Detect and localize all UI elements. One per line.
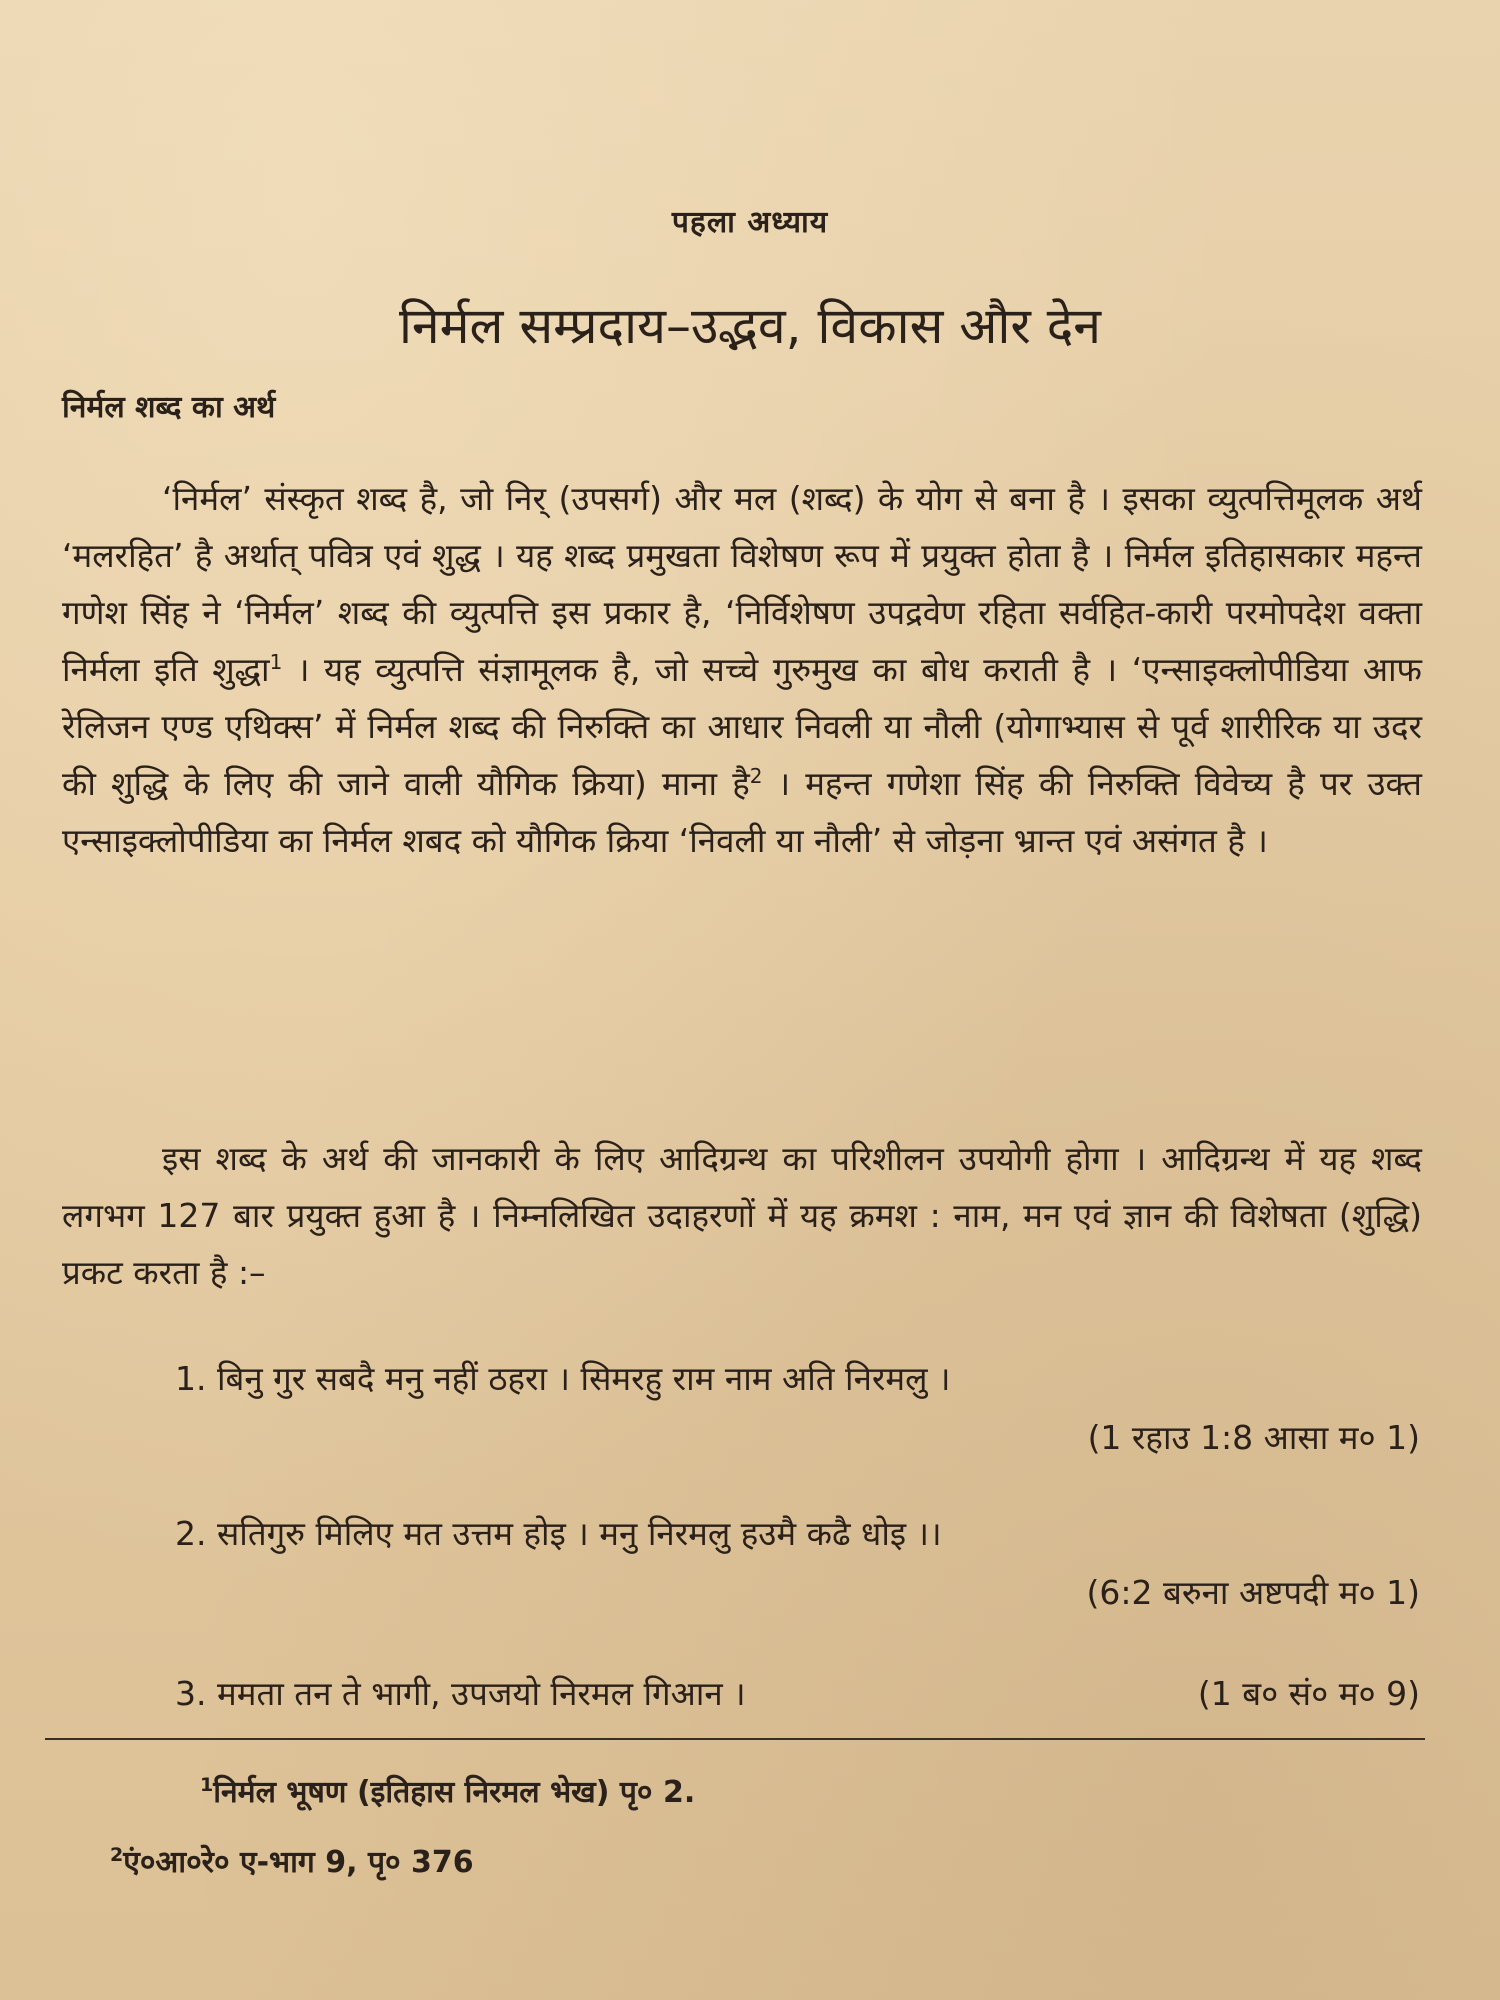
footnote-text: एं०आ०रे० ए-भाग 9, पृ० 376 — [123, 1845, 474, 1880]
footnote-divider — [45, 1738, 1425, 1740]
footnote-ref-2: 2 — [749, 764, 763, 788]
quote-reference: (1 ब० सं० म० 9) — [1197, 1674, 1420, 1713]
paragraph-1 — [62, 470, 1422, 869]
footnote-ref-1: 1 — [269, 650, 283, 674]
quote-reference: (1 रहाउ 1:8 आसा म० 1) — [1087, 1418, 1420, 1457]
quote-line: 3. ममता तन ते भागी, उपजयो निरमल गिआन । — [175, 1674, 746, 1713]
quote-3 — [175, 1670, 1420, 1715]
paragraph-2: इस शब्द के अर्थ की जानकारी के लिए आदिग्रन्थ का परिशीलन उपयोगी होगा । आदिग्रन्थ में यह शब्द लगभग 127 बार प्रयुक्त हुआ है । निम्नलिखित उदाहरणों में यह क्रमश : नाम, मन एवं ज्ञान की विशेषता (शुद्धि) प्रकट करता है :– — [62, 1139, 1422, 1292]
paragraph-1-text-b: । यह व्युत्पत्ति संज्ञामूलक है, जो सच्चे गुरुमुख का बोध कराती है । ‘एन्साइक्लोपीडिया आफ रेलिजन एण्ड एथिक्स’ में निर्मल शब्द की निरुक्ति का आधार निवली या नौली (योगाभ्यास से पूर्व शारीरिक या उदर की शुद्धि के लिए की जाने वाली यौगिक क्रिया) माना है — [62, 650, 1422, 803]
footnote-mark: 2 — [110, 1844, 124, 1866]
chapter-title: निर्मल सम्प्रदाय–उद्भव, विकास और देन — [398, 297, 1102, 355]
section-heading: निर्मल शब्द का अर्थ — [62, 390, 276, 425]
paragraph-1-text-c: । महन्त गणेशा सिंह की निरुक्ति विवेच्य है पर उक्त एन्साइक्लोपीडिया का निर्मल शबद को यौगिक क्रिया ‘निवली या नौली’ से जोड़ना भ्रान्त एवं असंगत है । — [62, 764, 1422, 860]
quote-line: 2. सतिगुरु मिलिए मत उत्तम होइ । मनु निरमलु हउमै कढै धोइ ।। — [175, 1514, 942, 1553]
footnote-mark: 1 — [200, 1774, 214, 1796]
chapter-label: पहला अध्याय — [671, 205, 829, 240]
paragraph-1-text-a: ‘निर्मल’ संस्कृत शब्द है, जो निर् (उपसर्ग) और मल (शब्द) के योग से बना है । इसका व्युत्पत्तिमूलक अर्थ ‘मलरहित’ है अर्थात् पवित्र एवं शुद्ध । यह शब्द प्रमुखता विशेषण रूप में प्रयुक्त होता है । निर्मल इतिहासकार महन्त गणेश सिंह ने ‘निर्मल’ शब्द की व्युत्पत्ति इस प्रकार है, ‘निर्विशेषण उपद्रवेण रहिता सर्वहित-कारी परमोपदेश वक्ता निर्मला इति शुद्धा — [62, 479, 1422, 689]
footnote-text: निर्मल भूषण (इतिहास निरमल भेख) पृ० 2. — [213, 1775, 696, 1810]
quote-2 — [175, 1510, 1420, 1614]
footnote-2 — [110, 1840, 474, 1881]
quote-line: 1. बिनु गुर सबदै मनु नहीं ठहरा । सिमरहु राम नाम अति निरमलु । — [175, 1359, 951, 1398]
quote-reference: (6:2 बरुना अष्टपदी म० 1) — [1086, 1573, 1420, 1612]
footnote-1 — [200, 1770, 695, 1811]
quote-1 — [175, 1355, 1420, 1459]
